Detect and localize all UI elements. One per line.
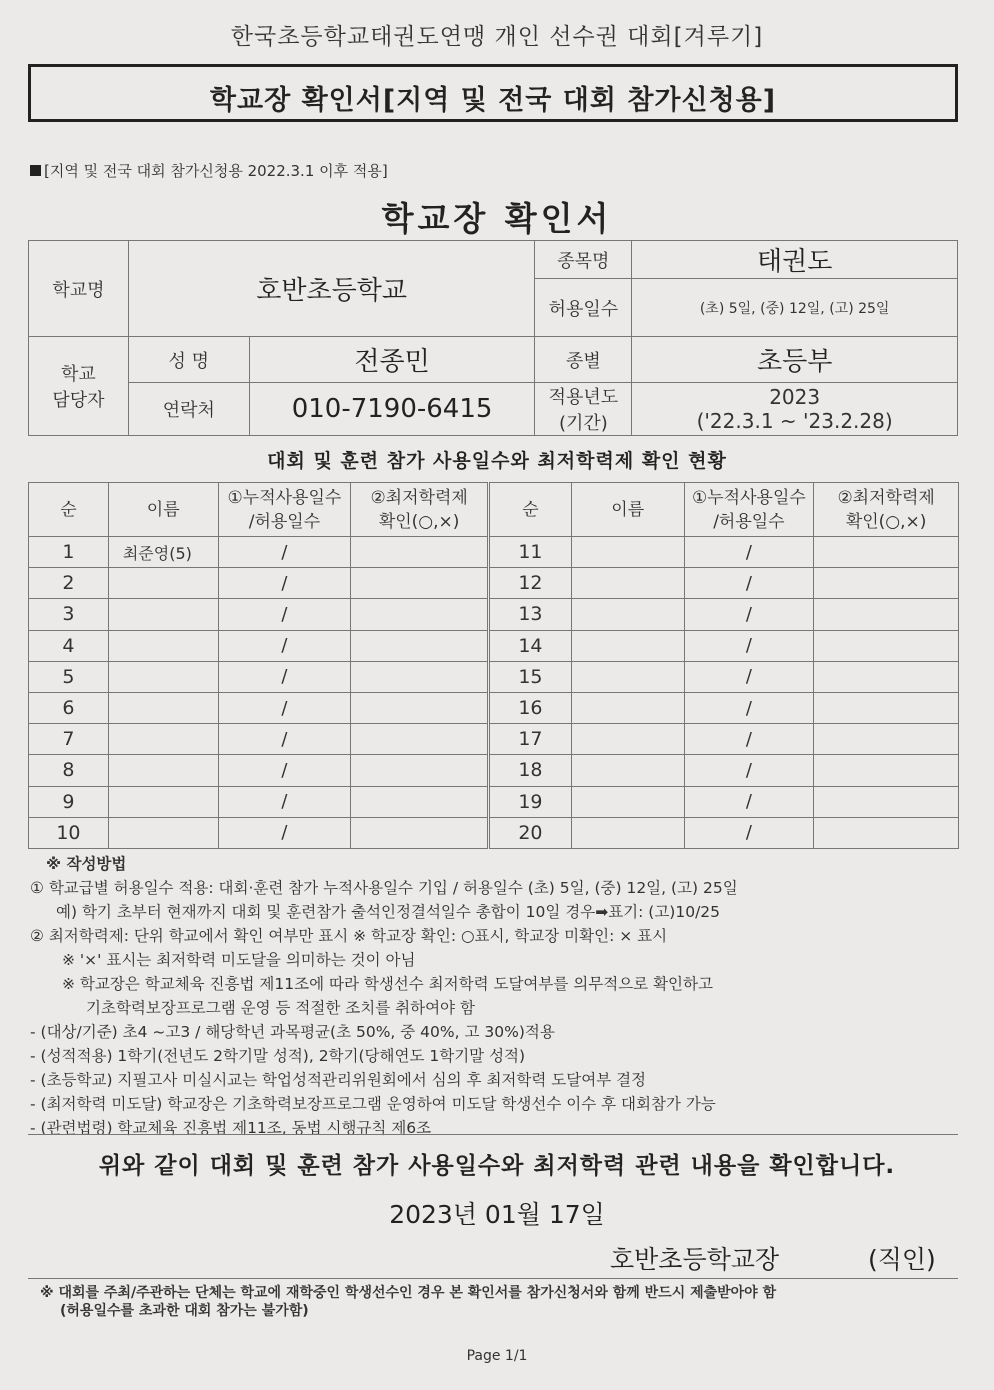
table-row: [29, 630, 488, 661]
row-grade: [351, 786, 488, 817]
row-name: [571, 661, 684, 692]
writing-instructions: [30, 852, 965, 1140]
col-grade-line1: ②최저학력제: [837, 487, 935, 508]
row-name: [571, 817, 684, 848]
table-row: [490, 786, 959, 817]
table-row: [490, 692, 959, 723]
row-number: 19: [490, 786, 572, 817]
row-name: [571, 724, 684, 755]
official-seal: (직인): [868, 1245, 936, 1274]
table-row: [29, 599, 488, 630]
row-number: 20: [490, 817, 572, 848]
instruction-line: 예) 학기 초부터 현재까지 대회 및 훈련참가 출석인정결석일수 총합이 10일 경우➡표기: (고)10/25: [56, 903, 721, 921]
row-name: [571, 755, 684, 786]
row-name: [571, 786, 684, 817]
row-days: /: [684, 724, 814, 755]
instruction-line: ② 최저학력제: 단위 학교에서 확인 여부만 표시 ※ 학교장 확인: ○표시, 학교장 미확인: × 표시: [30, 927, 668, 945]
row-number: 15: [490, 661, 572, 692]
signer: 호반초등학교장: [610, 1245, 780, 1274]
row-name: [108, 599, 218, 630]
table-row: [29, 661, 488, 692]
competition-title: 한국초등학교태권도연맹 개인 선수권 대회[겨루기]: [230, 24, 764, 50]
row-number: 16: [490, 692, 572, 723]
row-number: 6: [29, 692, 109, 723]
row-grade: [814, 692, 959, 723]
row-number: 2: [29, 568, 109, 599]
row-number: 13: [490, 599, 572, 630]
col-days: [218, 483, 351, 537]
col-no: 순: [490, 483, 572, 537]
row-name: [108, 817, 218, 848]
instruction-line: - (최저학력 미도달) 학교장은 기초학력보장프로그램 운영하여 미도달 학생선수 이수 후 대회참가 가능: [30, 1095, 716, 1113]
school-info-table: [28, 240, 958, 436]
row-number: 14: [490, 630, 572, 661]
col-days-line2: /허용일수: [713, 511, 785, 532]
row-name: 최준영(5): [108, 537, 218, 568]
event-value: 태권도: [632, 241, 958, 279]
table-row: [29, 568, 488, 599]
table-row: [490, 755, 959, 786]
form-title: 학교장 확인서[지역 및 전국 대회 참가신청용]: [209, 85, 777, 116]
table-row: [490, 817, 959, 848]
period: ('22.3.1 ~ '23.2.28): [696, 409, 893, 433]
year-label-line1: 적용년도: [548, 387, 619, 408]
col-name: 이름: [108, 483, 218, 537]
row-days: /: [218, 755, 351, 786]
participant-table-left: [28, 482, 488, 849]
row-grade: [351, 661, 488, 692]
row-number: 3: [29, 599, 109, 630]
name-label: 성 명: [128, 337, 249, 383]
table-row: [490, 537, 959, 568]
row-days: /: [218, 661, 351, 692]
bullet-square-icon: [30, 165, 41, 176]
confirmation-statement: 위와 같이 대회 및 훈련 참가 사용일수와 최저학력 관련 내용을 확인합니다.: [98, 1153, 896, 1179]
row-number: 18: [490, 755, 572, 786]
row-grade: [814, 755, 959, 786]
year: 2023: [769, 385, 821, 409]
instruction-line: 기초학력보장프로그램 운영 등 적절한 조치를 취하여야 함: [86, 999, 475, 1017]
row-grade: [814, 599, 959, 630]
row-number: 10: [29, 817, 109, 848]
instructions-title: ※ 작성방법: [46, 855, 127, 873]
page-number: Page 1/1: [466, 1348, 528, 1364]
phone-label: 연락처: [128, 383, 249, 436]
year-value: [632, 383, 958, 436]
row-days: /: [684, 537, 814, 568]
table-row: [490, 630, 959, 661]
row-number: 12: [490, 568, 572, 599]
name-value: 전종민: [249, 337, 535, 383]
phone-value: 010-7190-6415: [249, 383, 535, 436]
year-label-line2: (기간): [558, 413, 608, 434]
table-row: [29, 724, 488, 755]
row-grade: [814, 630, 959, 661]
footnote-line2: (허용일수를 초과한 대회 참가는 불가함): [60, 1303, 309, 1319]
row-grade: [814, 817, 959, 848]
row-name: [108, 630, 218, 661]
row-days: /: [218, 724, 351, 755]
col-grade-line2: 확인(○,×): [378, 511, 460, 532]
row-name: [108, 786, 218, 817]
row-name: [108, 755, 218, 786]
col-grade: [814, 483, 959, 537]
row-name: [571, 692, 684, 723]
col-days-line1: ①누적사용일수: [692, 487, 806, 508]
row-number: 11: [490, 537, 572, 568]
row-name: [571, 568, 684, 599]
contact-person-label: [29, 337, 129, 436]
col-days-line1: ①누적사용일수: [227, 487, 342, 508]
col-name: 이름: [571, 483, 684, 537]
row-grade: [351, 724, 488, 755]
table-row: [29, 692, 488, 723]
row-days: /: [684, 568, 814, 599]
row-days: /: [684, 630, 814, 661]
row-name: [571, 537, 684, 568]
table-row: [29, 817, 488, 848]
row-number: 5: [29, 661, 109, 692]
table-row: [490, 724, 959, 755]
school-name-value: 호반초등학교: [128, 241, 535, 337]
row-grade: [351, 568, 488, 599]
issue-date: 2023년 01월 17일: [389, 1200, 605, 1229]
category-label: 종별: [535, 337, 632, 383]
instruction-line: - (관련법령) 학교체육 진흥법 제11조, 동법 시행규칙 제6조: [30, 1119, 432, 1137]
row-days: /: [684, 599, 814, 630]
footnote-line1: ※ 대회를 주최/주관하는 단체는 학교에 재학중인 학생선수인 경우 본 확인서를 참가신청서와 함께 반드시 제출받아야 함: [40, 1285, 777, 1301]
row-days: /: [684, 661, 814, 692]
applicability-note-text: [지역 및 전국 대회 참가신청용 2022.3.1 이후 적용]: [44, 162, 388, 180]
instruction-line: - (대상/기준) 초4 ~고3 / 해당학년 과목평균(초 50%, 중 40%, 고 30%)적용: [30, 1023, 555, 1041]
school-name-label: 학교명: [29, 241, 129, 337]
row-days: /: [684, 786, 814, 817]
table-row: [29, 537, 488, 568]
contact-label-line2: 담당자: [52, 390, 105, 411]
allowed-days-value: (초) 5일, (중) 12일, (고) 25일: [632, 279, 958, 337]
document-title: 학교장 확인서: [381, 199, 613, 238]
row-grade: [351, 630, 488, 661]
col-grade-line1: ②최저학력제: [370, 487, 468, 508]
table-row: [490, 599, 959, 630]
col-grade: [351, 483, 488, 537]
row-number: 1: [29, 537, 109, 568]
row-days: /: [218, 817, 351, 848]
row-grade: [814, 661, 959, 692]
row-name: [571, 599, 684, 630]
row-days: /: [684, 755, 814, 786]
status-section-title: 대회 및 훈련 참가 사용일수와 최저학력제 확인 현황: [267, 450, 727, 472]
row-grade: [814, 568, 959, 599]
applicability-note: [30, 160, 388, 181]
row-grade: [351, 599, 488, 630]
instruction-line: - (성적적용) 1학기(전년도 2학기말 성적), 2학기(당해연도 1학기말 성적): [30, 1047, 526, 1065]
instruction-line: ※ 학교장은 학교체육 진흥법 제11조에 따라 학생선수 최저학력 도달여부를 의무적으로 확인하고: [62, 975, 713, 993]
row-grade: [351, 692, 488, 723]
participant-table-right: [489, 482, 959, 849]
col-no: 순: [29, 483, 109, 537]
row-number: 4: [29, 630, 109, 661]
row-days: /: [684, 817, 814, 848]
event-label: 종목명: [535, 241, 632, 279]
col-days-line2: /허용일수: [248, 511, 321, 532]
instruction-line: - (초등학교) 지필고사 미실시교는 학업성적관리위원회에서 심의 후 최저학력 도달여부 결정: [30, 1071, 647, 1089]
col-grade-line2: 확인(○,×): [845, 511, 927, 532]
row-name: [108, 692, 218, 723]
divider: [28, 1134, 958, 1135]
row-days: /: [218, 599, 351, 630]
contact-label-line1: 학교: [61, 364, 96, 385]
row-number: 8: [29, 755, 109, 786]
row-name: [108, 724, 218, 755]
row-number: 9: [29, 786, 109, 817]
table-row: [29, 786, 488, 817]
instruction-line: ※ '×' 표시는 최저학력 미도달을 의미하는 것이 아님: [62, 951, 416, 969]
table-row: [490, 661, 959, 692]
allowed-days-label: 허용일수: [535, 279, 632, 337]
row-grade: [351, 755, 488, 786]
row-grade: [814, 724, 959, 755]
table-row: [29, 755, 488, 786]
row-days: /: [218, 692, 351, 723]
table-row: [490, 568, 959, 599]
row-days: /: [218, 630, 351, 661]
col-days: [684, 483, 814, 537]
row-grade: [351, 817, 488, 848]
row-name: [108, 661, 218, 692]
row-name: [571, 630, 684, 661]
row-days: /: [684, 692, 814, 723]
row-name: [108, 568, 218, 599]
row-number: 17: [490, 724, 572, 755]
instruction-line: ① 학교급별 허용일수 적용: 대회·훈련 참가 누적사용일수 기입 / 허용일수 (초) 5일, (중) 12일, (고) 25일: [30, 879, 738, 897]
year-label: [535, 383, 632, 436]
footnote: [40, 1284, 955, 1320]
category-value: 초등부: [632, 337, 958, 383]
row-grade: [814, 786, 959, 817]
row-grade: [351, 537, 488, 568]
row-days: /: [218, 568, 351, 599]
row-days: /: [218, 537, 351, 568]
divider: [28, 1278, 958, 1279]
row-number: 7: [29, 724, 109, 755]
row-grade: [814, 537, 959, 568]
row-days: /: [218, 786, 351, 817]
